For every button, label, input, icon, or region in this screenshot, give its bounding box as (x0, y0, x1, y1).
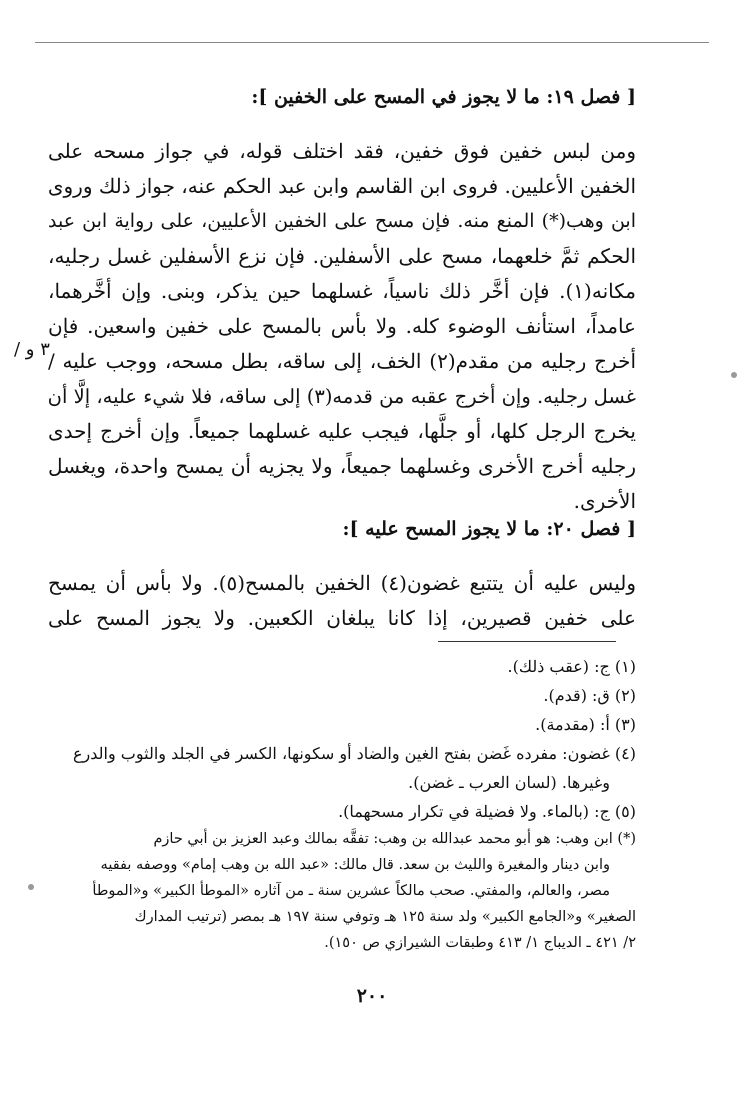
footnote: (٢) ق: (قدم). (543, 686, 636, 705)
footnote-continuation: وغيرها. (لسان العرب ـ غضن). (408, 773, 610, 792)
footnotes (48, 652, 636, 956)
text-line: ومن لبس خفين فوق خفين، فقد اختلف قوله، في جواز مسحه على (48, 139, 636, 163)
text-line: عامداً، استأنف الوضوء كله. ولا بأس بالمسح على خفين واسعين. فإن (48, 314, 636, 338)
footnote: (٣) أ: (مقدمة). (535, 715, 636, 734)
text-line: رجليه أخرج الأخرى وغسلهما جميعاً، ولا يجزيه أن يمسح واحدة، ويغسل (48, 454, 636, 478)
footnote-continuation: ٢/ ٤٢١ ـ الديباج ١/ ٤١٣ وطبقات الشيرازي ص ١٥٠). (324, 935, 636, 951)
section-20-body (48, 566, 636, 636)
text-line: الحكم ثمَّ خلعهما، مسح على الأسفلين. فإن نزع الأسفلين غسل رجليه، (48, 244, 636, 268)
text-line: على خفين قصيرين، إذا كانا يبلغان الكعبين. ولا يجوز المسح على (48, 606, 636, 630)
manuscript-folio-marker: / ٣ و (14, 339, 50, 360)
scan-speck (731, 372, 737, 378)
text-line: ابن وهب(*) المنع منه. فإن مسح على الخفين الأعليين، على رواية ابن عبد (48, 210, 636, 232)
footnote-separator (438, 641, 616, 642)
footnote-continuation: الصغير» و«الجامع الكبير» ولد سنة ١٢٥ هـ وتوفي سنة ١٩٧ هـ بمصر (ترتيب المدارك (134, 909, 636, 925)
footnote-continuation: مصر، والعالم، والمفتي. صحب مالكاً عشرين سنة ـ من آثاره «الموطأ الكبير» و«الموطأ (92, 883, 610, 899)
section-heading-19: [ فصل ١٩: ما لا يجوز في المسح على الخفين ]: (251, 86, 636, 108)
text-line: يخرج الرجل كلها، أو جلَّها، فيجب عليه غسلهما جميعاً. وإن أخرج إحدى (48, 419, 636, 443)
top-rule (35, 42, 709, 43)
text-line: وليس عليه أن يتتبع غضون(٤) الخفين بالمسح(٥). ولا بأس أن يمسح (48, 571, 637, 595)
text-line: غسل رجليه. وإن أخرج عقبه من قدمه(٣) إلى ساقه، فلا شيء عليه، إلَّا أن (47, 385, 636, 408)
footnote: (٥) ج: (بالماء. ولا فضيلة في تكرار مسحهما). (338, 802, 636, 821)
section-19-body (48, 134, 636, 519)
footnote: (١) ج: (عقب ذلك). (507, 657, 636, 676)
text-line: الخفين الأعليين. فروى ابن القاسم وابن عبد الحكم عنه، جواز ذلك وروى (47, 174, 636, 198)
scan-speck (28, 884, 34, 890)
footnote: (*) ابن وهب: هو أبو محمد عبدالله بن وهب: تفقَّه بمالك وعبد العزيز بن أبي حازم (153, 831, 636, 847)
page-number: ٢٠٠ (356, 985, 388, 1007)
text-line: مكانه(١). فإن أخَّر ذلك ناسياً، غسلهما حين يذكر، وبنى. وإن أخَّرهما، (48, 279, 636, 303)
text-line: أخرج رجليه من مقدم(٢) الخف، إلى ساقه، بطل مسحه، ووجب عليه / (48, 349, 637, 373)
text-line: الأخرى. (573, 489, 636, 513)
footnote-continuation: وابن دينار والمغيرة والليث بن سعد. قال مالك: «عبد الله بن وهب إمام» ووصفه بفقيه (100, 857, 610, 873)
section-heading-20: [ فصل ٢٠: ما لا يجوز المسح عليه ]: (342, 518, 636, 540)
footnote: (٤) غضون: مفرده غَضن بفتح الغين والضاد أو سكونها، الكسر في الجلد والثوب والدرع (73, 744, 636, 763)
